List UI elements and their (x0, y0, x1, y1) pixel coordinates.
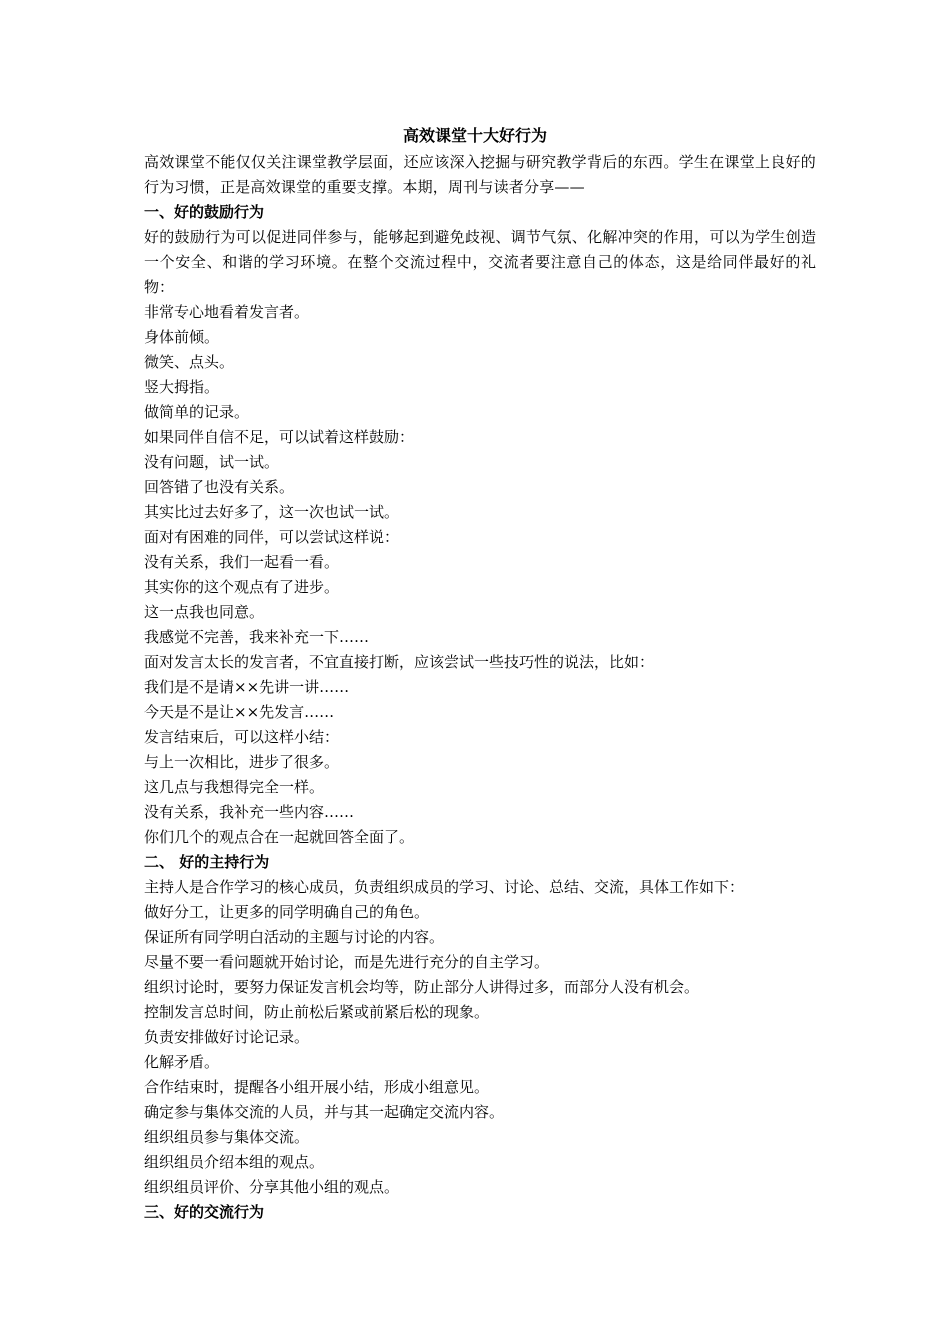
list-item: 没有关系，我们一起看一看。 (144, 553, 340, 571)
document-body (144, 150, 816, 1225)
list-item: 面对有困难的同伴，可以尝试这样说： (144, 528, 400, 546)
list-item: 你们几个的观点合在一起就回答全面了。 (144, 828, 415, 846)
list-item: 主持人是合作学习的核心成员，负责组织成员的学习、讨论、总结、交流，具体工作如下： (144, 878, 745, 896)
list-item: 其实你的这个观点有了进步。 (144, 578, 340, 596)
list-item: 合作结束时，提醒各小组开展小结，形成小组意见。 (144, 1078, 490, 1096)
list-item: 回答错了也没有关系。 (144, 478, 295, 496)
section-heading-encouragement: 一、好的鼓励行为 (144, 203, 265, 221)
list-item: 尽量不要一看问题就开始讨论，而是先进行充分的自主学习。 (144, 953, 550, 971)
list-item: 微笑、点头。 (144, 353, 235, 371)
list-item: 没有问题，试一试。 (144, 453, 280, 471)
list-item: 组织讨论时，要努力保证发言机会均等，防止部分人讲得过多，而部分人没有机会。 (144, 978, 700, 996)
list-item: 面对发言太长的发言者，不宜直接打断，应该尝试一些技巧性的说法，比如： (144, 653, 655, 671)
list-item: 组织组员参与集体交流。 (144, 1128, 310, 1146)
list-item: 竖大拇指。 (144, 378, 220, 396)
document-title: 高效课堂十大好行为 (402, 126, 547, 145)
list-item: 与上一次相比，进步了很多。 (144, 753, 340, 771)
list-item: 化解矛盾。 (144, 1053, 220, 1071)
list-item: 非常专心地看着发言者。 (144, 303, 310, 321)
list-item: 做简单的记录。 (144, 403, 250, 421)
list-item: 做好分工，让更多的同学明确自己的角色。 (144, 903, 430, 921)
list-item: 负责安排做好讨论记录。 (144, 1028, 310, 1046)
list-item: 今天是不是让××先发言…… (144, 703, 335, 721)
list-item: 身体前倾。 (144, 328, 220, 346)
section-paragraph-encouragement: 好的鼓励行为可以促进同伴参与，能够起到避免歧视、调节气氛、化解冲突的作用，可以为学生创造一个安全、和谐的学习环境。在整个交流过程中，交流者要注意自己的体态，这是给同伴最好的礼物： (144, 228, 816, 296)
list-item: 这几点与我想得完全一样。 (144, 778, 325, 796)
list-item: 发言结束后，可以这样小结： (144, 728, 340, 746)
intro-paragraph: 高效课堂不能仅仅关注课堂教学层面，还应该深入挖掘与研究教学背后的东西。学生在课堂上良好的行为习惯，正是高效课堂的重要支撑。本期，周刊与读者分享—— (144, 153, 816, 196)
list-item: 组织组员介绍本组的观点。 (144, 1153, 325, 1171)
list-item: 我们是不是请××先讲一讲…… (144, 678, 350, 696)
section-heading-hosting: 二、 好的主持行为 (144, 853, 270, 871)
list-item: 如果同伴自信不足，可以试着这样鼓励： (144, 428, 415, 446)
list-item: 没有关系，我补充一些内容…… (144, 803, 355, 821)
list-item: 保证所有同学明白活动的主题与讨论的内容。 (144, 928, 445, 946)
list-item: 组织组员评价、分享其他小组的观点。 (144, 1178, 400, 1196)
list-item: 控制发言总时间，防止前松后紧或前紧后松的现象。 (144, 1003, 490, 1021)
list-item: 确定参与集体交流的人员，并与其一起确定交流内容。 (144, 1103, 505, 1121)
list-item: 其实比过去好多了，这一次也试一试。 (144, 503, 400, 521)
list-item: 我感觉不完善，我来补充一下…… (144, 628, 370, 646)
list-item: 这一点我也同意。 (144, 603, 265, 621)
section-heading-communication: 三、好的交流行为 (144, 1203, 265, 1221)
